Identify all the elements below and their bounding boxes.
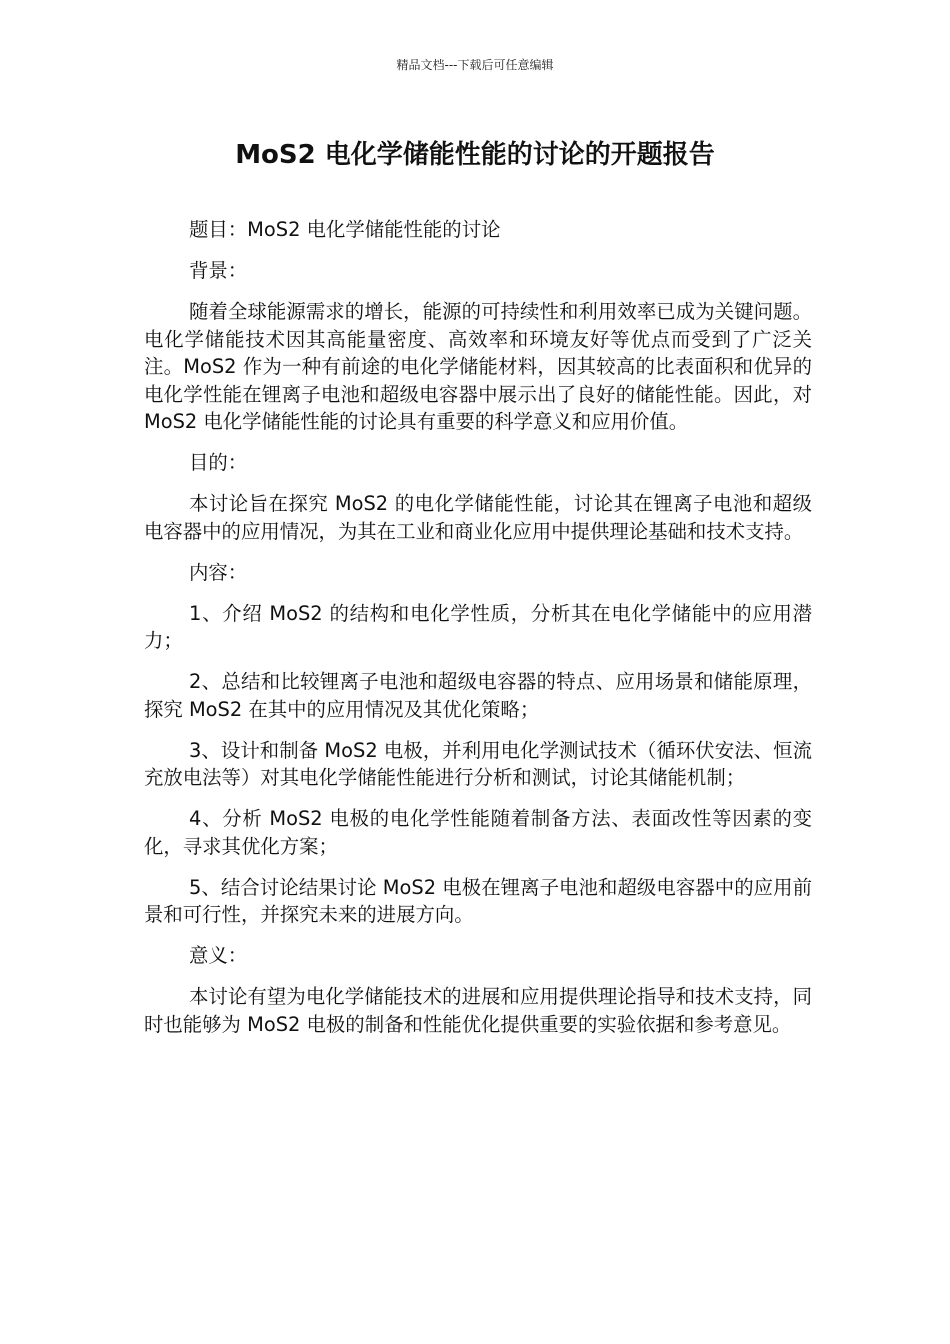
document-body	[144, 216, 812, 1052]
section-heading-content: 内容：	[189, 560, 248, 584]
content-item-1: 1、介绍 MoS2 的结构和电化学性质，分析其在电化学储能中的应用潜力；	[144, 601, 812, 652]
background-paragraph: 随着全球能源需求的增长，能源的可持续性和利用效率已成为关键问题。电化学储能技术因其高能量密度、高效率和环境友好等优点而受到了广泛关注。MoS2 作为一种有前途的电化学储能材料，因其较高的比表面积和优异的电化学性能在锂离子电池和超级电容器中展示出了良好的储能性能。因此，对 MoS2 电化学储能性能的讨论具有重要的科学意义和应用价值。	[144, 300, 812, 433]
purpose-paragraph: 本讨论旨在探究 MoS2 的电化学储能性能，讨论其在锂离子电池和超级电容器中的应用情况，为其在工业和商业化应用中提供理论基础和技术支持。	[144, 492, 812, 543]
content-item-2: 2、总结和比较锂离子电池和超级电容器的特点、应用场景和储能原理，探究 MoS2 在其中的应用情况及其优化策略；	[144, 670, 812, 721]
section-heading-background: 背景：	[189, 259, 248, 282]
section-heading-purpose: 目的：	[189, 451, 248, 474]
document-title: MoS2 电化学储能性能的讨论的开题报告	[235, 140, 715, 170]
topic-line: 题目：MoS2 电化学储能性能的讨论	[189, 218, 501, 241]
section-heading-significance: 意义：	[189, 944, 248, 967]
content-item-3: 3、设计和制备 MoS2 电极，并利用电化学测试技术（循环伏安法、恒流充放电法等）对其电化学储能性能进行分析和测试，讨论其储能机制；	[144, 738, 812, 789]
significance-paragraph: 本讨论有望为电化学储能技术的进展和应用提供理论指导和技术支持，同时也能够为 MoS2 电极的制备和性能优化提供重要的实验依据和参考意见。	[144, 985, 812, 1036]
content-item-5: 5、结合讨论结果讨论 MoS2 电极在锂离子电池和超级电容器中的应用前景和可行性，并探究未来的进展方向。	[144, 875, 812, 926]
page-header-note: 精品文档---下载后可任意编辑	[396, 58, 554, 72]
content-item-4: 4、分析 MoS2 电极的电化学性能随着制备方法、表面改性等因素的变化，寻求其优化方案；	[144, 807, 812, 858]
